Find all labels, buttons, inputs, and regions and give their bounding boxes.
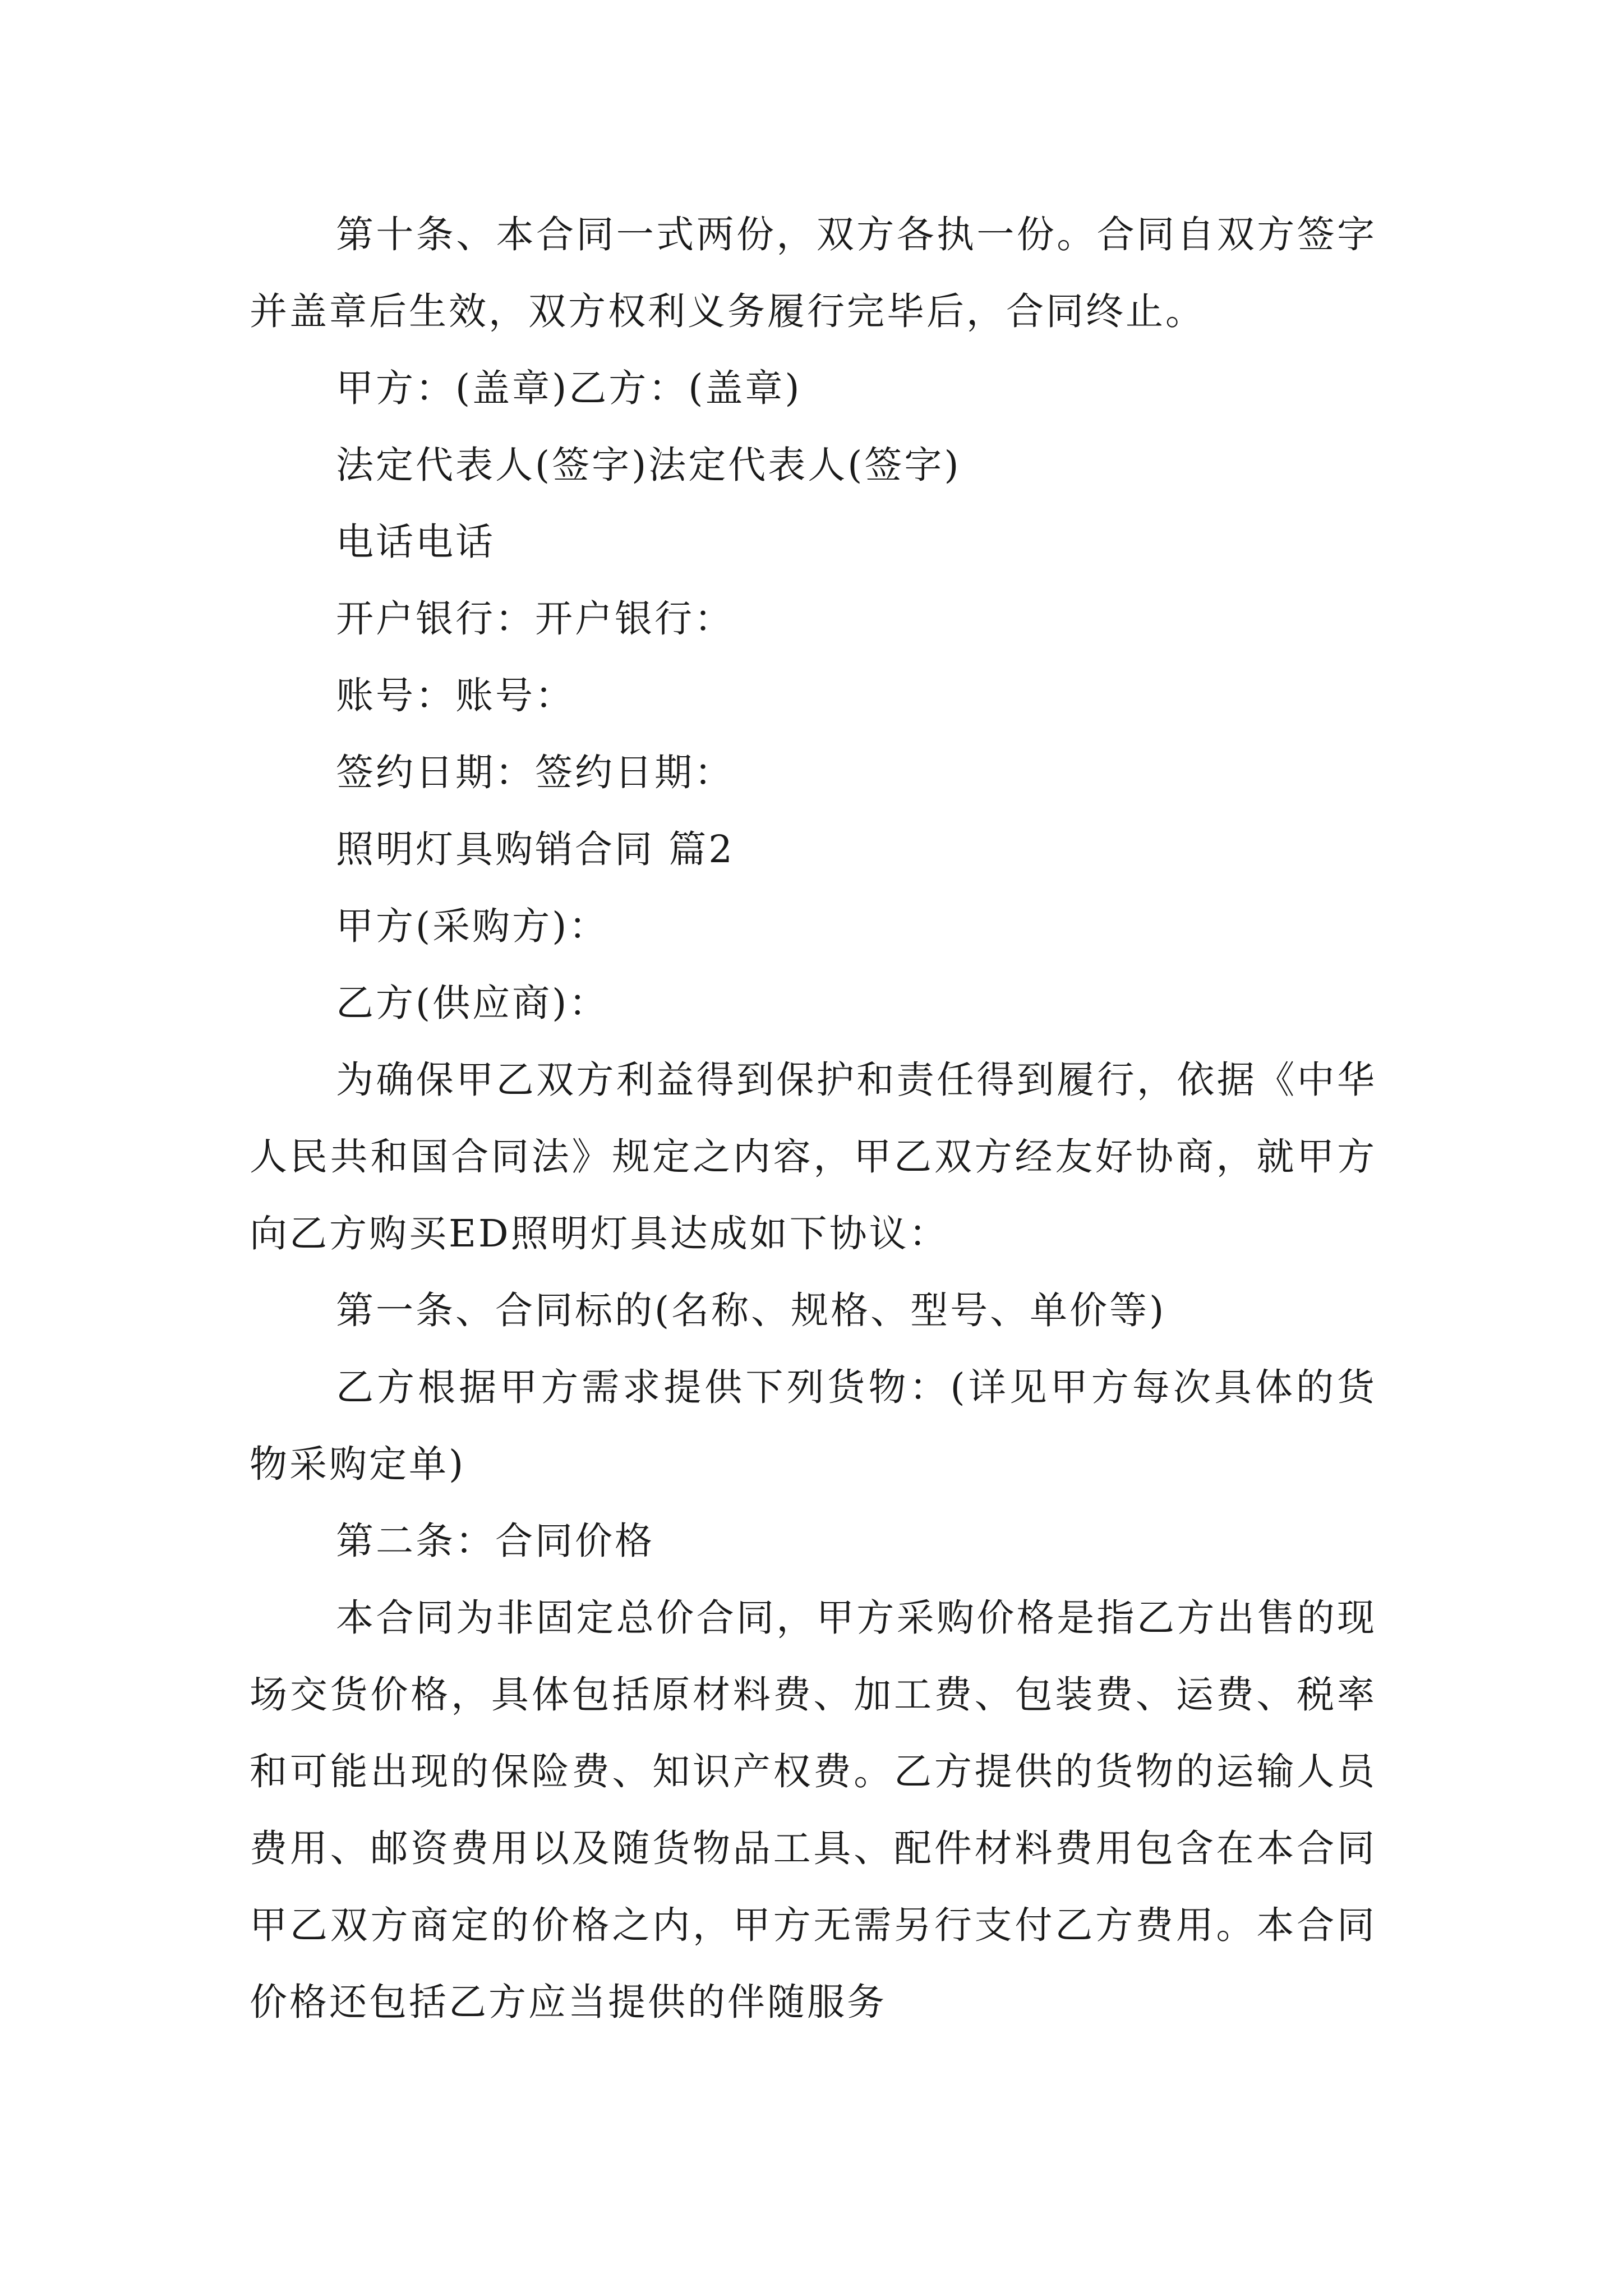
clause-2-heading: 第二条：合同价格 — [336, 1519, 654, 1563]
clause-1-heading: 第一条、合同标的(名称、规格、型号、单价等) — [336, 1289, 1166, 1332]
legal-representative-line: 法定代表人(签字)法定代表人(签字) — [336, 443, 961, 487]
clause-2-paragraph: 本合同为非固定总价合同，甲方采购价格是指乙方出售的现场交货价格，具体包括原材料费、加工费、包装费、运费、税率和可能出现的保险费、知识产权费。乙方提供的货物的运输人员费用、邮资费用以及随货物品工具、配件材料费用包含在本合同甲乙双方商定的价格之内，甲方无需另行支付乙方费用。本合同价格还包括乙方应当提供的伴随服务 — [250, 1596, 1377, 2024]
clause-10-paragraph: 第十条、本合同一式两份，双方各执一份。合同自双方签字并盖章后生效，双方权利义务履行完毕后，合同终止。 — [250, 213, 1377, 333]
party-a-line: 甲方(采购方)： — [336, 904, 609, 948]
preamble-paragraph: 为确保甲乙双方利益得到保护和责任得到履行，依据《中华人民共和国合同法》规定之内容，甲乙双方经友好协商，就甲方向乙方购买ED照明灯具达成如下协议： — [250, 1058, 1377, 1255]
account-line: 账号：账号： — [336, 674, 575, 717]
document-body — [250, 196, 1377, 2041]
section-heading: 照明灯具购销合同 篇2 — [336, 827, 735, 871]
party-seal-line: 甲方：(盖章)乙方：(盖章) — [336, 366, 802, 410]
bank-line: 开户银行：开户银行： — [336, 597, 734, 641]
phone-line: 电话电话 — [336, 520, 495, 564]
signing-date-line: 签约日期：签约日期： — [336, 751, 734, 794]
party-b-line: 乙方(供应商)： — [336, 981, 609, 1025]
clause-1-paragraph: 乙方根据甲方需求提供下列货物：(详见甲方每次具体的货物采购定单) — [250, 1365, 1377, 1486]
